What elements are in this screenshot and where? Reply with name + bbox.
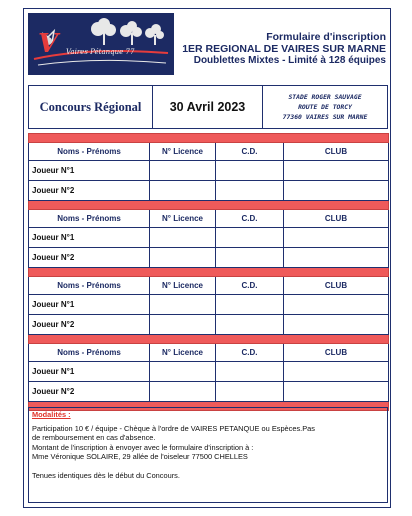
cd-field[interactable]	[216, 181, 284, 201]
terms-line: Tenues identiques dès le début du Concours.	[32, 470, 180, 480]
terms-line: Mme Véronique SOLAIRE, 29 allée de l'oiseleur 77500 CHELLES	[32, 452, 248, 462]
player-row	[29, 315, 389, 335]
column-header-names: Noms - Prénoms	[29, 143, 150, 161]
player-label: Joueur N°1	[29, 228, 150, 248]
player-row	[29, 228, 389, 248]
player-label: Joueur N°1	[29, 161, 150, 181]
club-field[interactable]	[284, 315, 389, 335]
licence-field[interactable]	[150, 228, 216, 248]
player-row	[29, 362, 389, 382]
column-header-club: CLUB	[284, 143, 389, 161]
cd-field[interactable]	[216, 315, 284, 335]
column-header-club: CLUB	[284, 210, 389, 228]
club-field[interactable]	[284, 382, 389, 402]
player-row	[29, 248, 389, 268]
terms-heading: Modalités :	[32, 410, 71, 419]
cd-field[interactable]	[216, 228, 284, 248]
team-separator	[29, 134, 389, 143]
address-line: STADE ROGER SAUVAGE	[288, 93, 362, 101]
column-header-names: Noms - Prénoms	[29, 277, 150, 295]
player-row	[29, 181, 389, 201]
event-date: 30 Avril 2023	[153, 86, 263, 128]
form-title: Formulaire d'inscription	[266, 31, 386, 43]
club-field[interactable]	[284, 181, 389, 201]
team-separator	[29, 201, 389, 210]
column-header-cd: C.D.	[216, 277, 284, 295]
column-header-cd: C.D.	[216, 143, 284, 161]
table-header-row	[29, 143, 389, 161]
cd-field[interactable]	[216, 295, 284, 315]
logo-letter: V	[38, 29, 59, 59]
licence-field[interactable]	[150, 295, 216, 315]
club-field[interactable]	[284, 248, 389, 268]
club-field[interactable]	[284, 161, 389, 181]
column-header-cd: C.D.	[216, 210, 284, 228]
competition-name: 1ER REGIONAL DE VAIRES SUR MARNE	[182, 43, 386, 55]
terms-line: de remboursement en cas d'absence.	[32, 433, 156, 443]
player-label: Joueur N°1	[29, 295, 150, 315]
terms-line: Montant de l'inscription à envoyer avec le formulaire d'inscription à :	[32, 442, 254, 452]
player-row	[29, 161, 389, 181]
player-label: Joueur N°2	[29, 248, 150, 268]
column-header-names: Noms - Prénoms	[29, 210, 150, 228]
event-info-row	[28, 85, 388, 129]
licence-field[interactable]	[150, 181, 216, 201]
terms-line: Participation 10 € / équipe - Chèque à l'ordre de VAIRES PETANQUE ou Espèces.Pas	[32, 423, 315, 433]
terms-box	[28, 407, 388, 503]
cd-field[interactable]	[216, 248, 284, 268]
address-line: ROUTE DE TORCY	[298, 103, 352, 111]
player-label: Joueur N°2	[29, 382, 150, 402]
cd-field[interactable]	[216, 362, 284, 382]
column-header-licence: N° Licence	[150, 210, 216, 228]
licence-field[interactable]	[150, 362, 216, 382]
player-label: Joueur N°1	[29, 362, 150, 382]
table-header-row	[29, 344, 389, 362]
column-header-names: Noms - Prénoms	[29, 344, 150, 362]
column-header-cd: C.D.	[216, 344, 284, 362]
licence-field[interactable]	[150, 161, 216, 181]
player-row	[29, 382, 389, 402]
player-row	[29, 295, 389, 315]
licence-field[interactable]	[150, 315, 216, 335]
team-separator	[29, 268, 389, 277]
club-logo	[28, 13, 174, 75]
column-header-club: CLUB	[284, 277, 389, 295]
table-header-row	[29, 277, 389, 295]
logo-text: Vaires Pétanque 77	[66, 48, 135, 56]
address-line: 77360 VAIRES SUR MARNE	[282, 113, 368, 121]
registration-table	[28, 133, 389, 411]
event-address	[263, 86, 387, 128]
form-title-block	[166, 31, 386, 67]
competition-format: Doublettes Mixtes - Limité à 128 équipes	[193, 55, 386, 66]
player-label: Joueur N°2	[29, 315, 150, 335]
registration-form	[23, 8, 391, 508]
team-separator	[29, 335, 389, 344]
club-field[interactable]	[284, 228, 389, 248]
column-header-licence: N° Licence	[150, 277, 216, 295]
licence-field[interactable]	[150, 248, 216, 268]
licence-field[interactable]	[150, 382, 216, 402]
club-field[interactable]	[284, 295, 389, 315]
column-header-club: CLUB	[284, 344, 389, 362]
player-label: Joueur N°2	[29, 181, 150, 201]
event-name: Concours Régional	[29, 86, 153, 128]
cd-field[interactable]	[216, 161, 284, 181]
table-header-row	[29, 210, 389, 228]
column-header-licence: N° Licence	[150, 143, 216, 161]
column-header-licence: N° Licence	[150, 344, 216, 362]
cd-field[interactable]	[216, 382, 284, 402]
club-field[interactable]	[284, 362, 389, 382]
